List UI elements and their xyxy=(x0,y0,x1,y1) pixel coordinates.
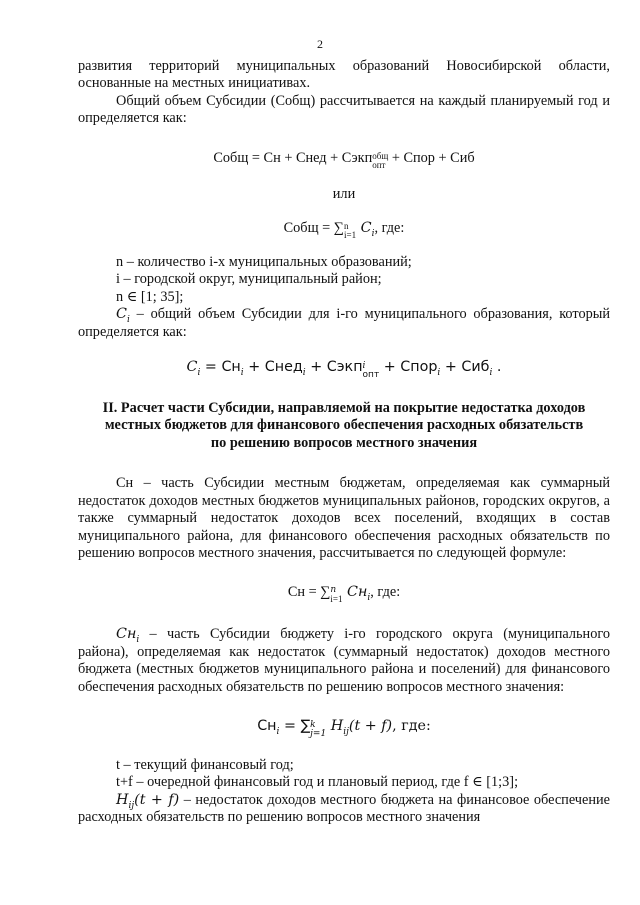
variable-cni: Сн xyxy=(116,626,137,643)
formula-sub: i=1 xyxy=(344,230,357,241)
f5-lhs: Сн xyxy=(257,717,277,734)
f5-sigma-limits xyxy=(310,721,326,739)
variable-hij: H xyxy=(116,791,129,808)
definition-item: i – городской округ, муниципальный район; xyxy=(116,271,382,288)
formula-sup: n xyxy=(344,221,349,232)
f3-spor: + Спор xyxy=(379,359,438,376)
f3-spor-sub: i xyxy=(437,367,441,378)
definition-item: n – количество i-х муниципальных образований; xyxy=(116,254,412,271)
formula-lhs: Собщ = ∑ xyxy=(283,220,344,237)
f5-lhs-sub: i xyxy=(276,726,280,737)
f5-term: H xyxy=(326,717,344,734)
f5-sigma: = ∑ xyxy=(279,717,311,734)
definition-item: n ∈ [1; 35]; xyxy=(116,288,184,305)
f3-sned-sub: i xyxy=(302,367,306,378)
paragraph-sn: Сн – часть Субсидии местным бюджетам, определяемая как суммарный недостаток доходов местных бюджетов муниципальных районов, городских округов, а также суммарный недостаток доходов всех поселений, входящих в состав муниципального района, для финансового обеспечения расходных обязательств по решению вопросов местного значения, рассчитывается по следующей формуле: xyxy=(78,475,610,561)
f3-ekp-sub: опт xyxy=(362,370,380,381)
f3-ekp: + Сэкп xyxy=(305,359,363,376)
definition-text: – недостаток доходов местного бюджета на финансовое обеспечение расходных обязательств по решению вопросов местного значения xyxy=(78,791,610,826)
f5-sup: k xyxy=(310,719,316,730)
formula-term-sub: i xyxy=(371,228,375,239)
formula-lhs: Собщ = Сн + Снед + Сэкп xyxy=(213,149,373,166)
definitions-list-2 xyxy=(78,757,610,827)
f5-term-sub: ij xyxy=(343,726,349,737)
or-separator: или xyxy=(332,185,356,202)
f3-sn-sub: i xyxy=(240,367,244,378)
formula-ci xyxy=(78,359,610,380)
f3-c-sub: i xyxy=(197,367,201,378)
formula-tail: , где: xyxy=(370,584,401,601)
definitions-list xyxy=(78,254,610,341)
variable-hij-sub: ij xyxy=(128,800,135,811)
formula-cni xyxy=(78,718,610,739)
formula-sup: n xyxy=(330,585,337,596)
f3-ekp-index xyxy=(363,362,380,380)
formula-sub: опт xyxy=(372,159,386,170)
f3-ekp-sup: i xyxy=(362,361,366,372)
formula-term-sub: i xyxy=(367,593,371,604)
paragraph-continuation: развития территорий муниципальных образований Новосибирской области, основанные на местных инициативах. xyxy=(78,58,610,92)
variable-hij-arg: (t + f) xyxy=(134,791,180,808)
definition-item: t+f – очередной финансовый год и плановый период, где f ∈ [1;3]; xyxy=(116,774,519,791)
definition-ci xyxy=(78,306,610,341)
formula-sn-sigma xyxy=(78,584,610,604)
definition-cni xyxy=(78,626,610,696)
formula-sup: общ xyxy=(372,150,389,161)
definition-hij xyxy=(78,792,610,827)
f3-c: C xyxy=(186,359,198,376)
formula-rhs: + Спор + Сиб xyxy=(388,149,475,166)
formula-lhs: Сн = ∑ xyxy=(287,584,331,601)
definition-text: – часть Субсидии бюджету i-го городского округа (муниципального района), определяемая как недостаток (суммарный недостаток) доходов местного бюджета (местных бюджетов муниципального района и поселений) для финансового обеспечения расходных обязательств по решению вопросов местного значения: xyxy=(78,626,610,695)
page-number: 2 xyxy=(317,37,323,51)
definition-item: t – текущий финансовый год; xyxy=(116,756,294,773)
f3-sib-sub: i xyxy=(489,367,493,378)
formula-total-sigma xyxy=(78,220,610,240)
variable-ci-sub: i xyxy=(126,315,130,326)
formula-sigma-limits xyxy=(344,222,356,240)
formula-term: C xyxy=(356,220,372,237)
document-body xyxy=(78,58,610,827)
f5-tail: , где: xyxy=(392,717,431,734)
formula-sigma-limits xyxy=(330,586,342,604)
section-heading: II. Расчет части Субсидии, направляемой на покрытие недостатка доходов местных бюджетов для финансового обеспечения расходных обязательств по решению вопросов местного значения xyxy=(102,400,586,451)
f3-sib: + Сиб xyxy=(440,359,490,376)
formula-sub: i=1 xyxy=(330,594,343,605)
f5-arg: (t + f) xyxy=(348,717,393,734)
f3-sned: + Снед xyxy=(243,359,303,376)
f3-end: . xyxy=(492,359,502,376)
formula-total-sum xyxy=(78,150,610,170)
formula-ekp-index xyxy=(372,152,388,170)
paragraph-total-subsidy: Общий объем Субсидии (Собщ) рассчитывается на каждый планируемый год и определяется как: xyxy=(78,92,610,127)
f5-sub: j=1 xyxy=(310,728,327,739)
variable-cni-sub: i xyxy=(136,635,140,646)
definition-text: – общий объем Субсидии для i-го муниципального образования, который определяется как: xyxy=(78,306,610,340)
formula-term: Сн xyxy=(342,584,368,601)
variable-ci: C xyxy=(116,306,127,323)
f3-sn: = Сн xyxy=(200,359,241,376)
formula-tail: , где: xyxy=(374,220,405,237)
